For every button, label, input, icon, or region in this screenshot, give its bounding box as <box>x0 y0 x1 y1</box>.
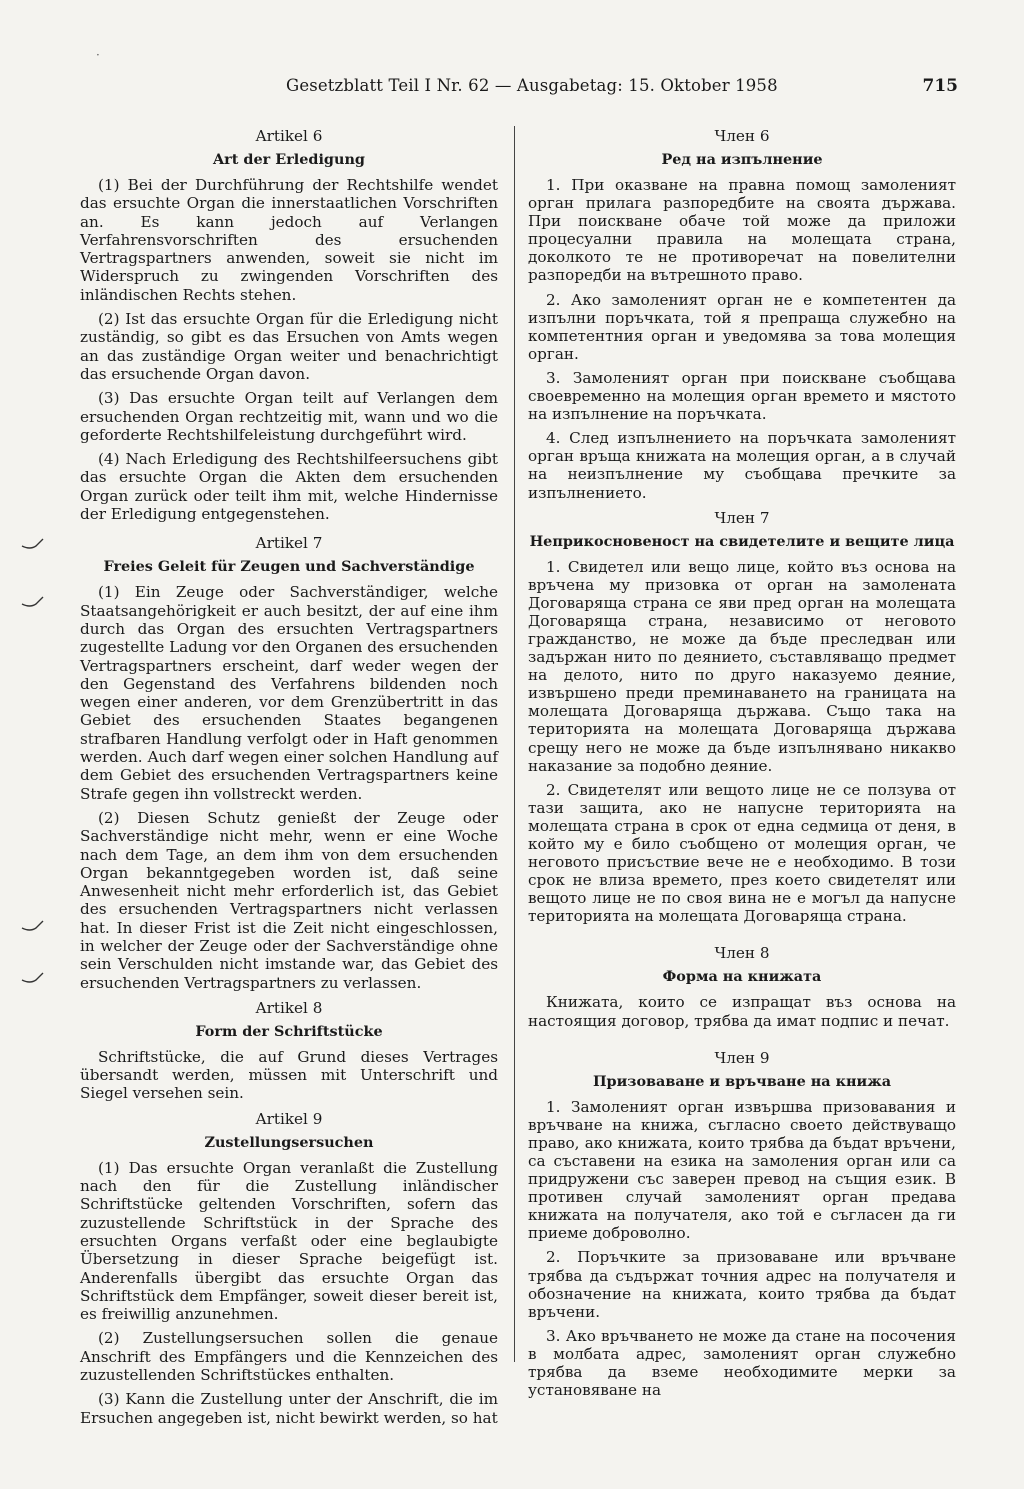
article-9-title: Artikel 9 <box>255 1109 323 1128</box>
chlen-6-paragraph-2: 2. Ако замоленият орган не е компетентен да изпълни поръчката, той я препраща служебно на компетентния орган и уведомява за това молещия орган. <box>528 290 956 363</box>
article-9-paragraph-1: (1) Das ersuchte Organ veranlaßt die Zustellung nach den für die Zustellung inländischer Schriftstücke geltenden Vorschriften, sofern das zuzustellende Schriftstück in der Sprache des ersuchten Organs verfaßt oder eine beglaubigte Übersetzung in dieser Sprache beigefügt ist. Anderenfalls übergibt das ersuchte Organ das Schriftstück dem Empfänger, soweit dieser bereit ist, es freiwillig anzunehmen. <box>80 1158 498 1324</box>
article-7-heading: Freies Geleit für Zeugen und Sachverständige <box>103 558 475 576</box>
chlen-7-heading: Неприкосновеност на свидетелите и вещите лица <box>529 532 955 550</box>
page-header <box>80 76 960 102</box>
article-8-heading: Form der Schriftstücke <box>195 1022 383 1040</box>
chlen-9-heading: Призоваване и връчване на книжа <box>592 1072 892 1090</box>
article-7-paragraph-1: (1) Ein Zeuge oder Sachverständiger, welche Staatsangehörigkeit er auch besitzt, der auf eine ihm durch das Organ des ersuchten Vertragspartners zugestellte Ladung vor den Organen des ersuchenden Vertragspartners erscheint, darf weder wegen der den Gegenstand des Verfahrens bildenden noch wegen einer anderen, vor dem Grenzübertritt in das Gebiet des ersuchenden Staates begangenen strafbaren Handlung verfolgt oder in Haft genommen werden. Auch darf wegen einer solchen Handlung auf dem Gebiet des ersuchenden Vertragspartners keine Strafe gegen ihn vollstreckt werden. <box>80 583 498 803</box>
bulgarian-column <box>528 126 956 1405</box>
chlen-6-paragraph-1: 1. При оказване на правна помощ замоленият орган прилага разпоредбите на своята държава. При поискване обаче той може да приложи процесуални правила на молещата страна, доколкото те не противоречат на повелителни разпоредби на вътрешното право. <box>528 176 956 285</box>
article-9-heading: Zustellungsersuchen <box>204 1133 374 1151</box>
chlen-7-paragraph-1: 1. Свидетел или вещо лице, който въз основа на връчена му призовка от орган на замолената Договаряща страна се яви пред орган на молещата Договаряща страна, независимо от неговото гражданство, не може да бъде преследван или задържан нито по деянието, съставляващо предмет на делото, нито по друго наказуемо деяние, извършено преди преминаването на границата на молещата Договаряща държава. Също така на територията на молещата Договаряща държава срещу него не може да бъде изпълнявано никакво наказание за подобно деяние. <box>528 557 956 775</box>
chlen-8-title: Член 8 <box>714 944 770 963</box>
margin-check-mark <box>20 594 46 610</box>
chlen-9-paragraph-2: 2. Поръчките за призоваване или връчване трябва да съдържат точния адрес на получателя и обозначение на книжата, които трябва да бъдат връчени. <box>528 1248 956 1321</box>
chlen-7-paragraph-2: 2. Свидетелят или вещото лице не се ползува от тази защита, ако не напусне територията на молещата страна в срок от една седмица от деня, в който му е било съобщено от молещия орган, че неговото присъствие вече не е необходимо. В този срок не влиза времето, през което свидетелят или вещото лице не по своя вина не е могъл да напусне територията на молещата Договаряща страна. <box>528 780 956 926</box>
column-divider <box>514 126 515 1362</box>
margin-check-mark <box>20 970 46 986</box>
article-6-paragraph-1: (1) Bei der Durchführung der Rechtshilfe wendet das ersuchte Organ die innerstaatlichen Vorschriften an. Es kann jedoch auf Verlangen Verfahrensvorschriften des ersuchenden Vertragspartners anwenden, soweit sie nicht im Widerspruch zu zwingenden Vorschriften des inländischen Rechts stehen. <box>80 176 498 304</box>
margin-check-mark <box>20 536 46 552</box>
chlen-6-paragraph-4: 4. След изпълнението на поръчката замоленият орган връща книжата на молещия орган, а в случай на неизпълнение му съобщава пречките за изпълнението. <box>528 429 956 502</box>
article-7-paragraph-2: (2) Diesen Schutz genießt der Zeuge oder Sachverständige nicht mehr, wenn er eine Woche nach dem Tage, an dem ihm von dem ersuchenden Organ bekanntgegeben worden ist, daß seine Anwesenheit nicht mehr erforderlich ist, das Gebiet des ersuchenden Vertragspartners nicht verlassen hat. In dieser Frist ist die Zeit nicht eingeschlossen, in welcher der Zeuge oder der Sachverständige ohne sein Verschulden nicht imstande war, das Gebiet des ersuchenden Vertragspartners zu verlassen. <box>80 808 498 992</box>
chlen-9-paragraph-3: 3. Ако връчването не може да стане на посочения в молбата адрес, замоленият орган служебно трябва да вземе необходимите мерки за установяване на <box>528 1326 956 1400</box>
chlen-6-title: Член 6 <box>714 127 770 145</box>
article-9-paragraph-2: (2) Zustellungsersuchen sollen die genaue Anschrift des Empfängers und die Kennzeichen des zuzustellenden Schriftstückes enthalten. <box>80 1329 498 1385</box>
chlen-7-title: Член 7 <box>714 508 770 527</box>
chlen-9-paragraph-1: 1. Замоленият орган извършва призовавания и връчване на книжа, съгласно своето действуващо право, ако книжата, които трябва да бъдат връчени, са съставени на езика на замоления орган или са придружени със заверен превод на същия език. В противен случай замоленият орган предава книжата на получателя, ако той е съгласен да ги приеме доброволно. <box>528 1097 956 1243</box>
article-9-paragraph-3: (3) Kann die Zustellung unter der Anschrift, die im Ersuchen angegeben ist, nicht bewirkt werden, so hat <box>80 1390 498 1427</box>
chlen-9-title: Член 9 <box>714 1048 770 1067</box>
article-6-paragraph-2: (2) Ist das ersuchte Organ für die Erledigung nicht zuständig, so gibt es das Ersuchen von Amts wegen an das zuständige Organ weiter und benachrichtigt das ersuchende Organ davon. <box>80 310 498 383</box>
margin-check-mark <box>20 918 46 934</box>
article-8-title: Artikel 8 <box>255 998 323 1017</box>
chlen-8-heading: Форма на книжата <box>662 968 822 986</box>
stray-dot: · <box>96 48 100 62</box>
chlen-8-paragraph-1: Книжата, които се изпращат въз основа на настоящия договор, трябва да имат подпис и печат. <box>528 993 956 1030</box>
header-title: Gesetzblatt Teil I Nr. 62 — Ausgabetag: 15. Oktober 1958 <box>286 76 778 95</box>
article-6-heading: Art der Erledigung <box>213 151 365 168</box>
page-number: 715 <box>922 76 958 96</box>
german-column <box>80 126 498 1433</box>
article-8-paragraph-1: Schriftstücke, die auf Grund dieses Vertrages übersandt werden, müssen mit Unterschrift und Siegel versehen sein. <box>80 1047 498 1103</box>
article-7-title: Artikel 7 <box>255 534 323 553</box>
article-6-title: Artikel 6 <box>255 127 323 145</box>
chlen-6-paragraph-3: 3. Замоленият орган при поискване съобщава своевременно на молещия орган времето и мястото на изпълнение на поръчката. <box>528 368 956 424</box>
article-6-paragraph-4: (4) Nach Erledigung des Rechtshilfeersuchens gibt das ersuchte Organ die Akten dem ersuchenden Organ zurück oder teilt ihm mit, welche Hindernisse der Erledigung entgegenstehen. <box>80 450 498 524</box>
chlen-6-heading: Ред на изпълнение <box>661 151 823 168</box>
article-6-paragraph-3: (3) Das ersuchte Organ teilt auf Verlangen dem ersuchenden Organ rechtzeitig mit, wann und wo die geforderte Rechtshilfeleistung durchgeführt wird. <box>80 389 498 444</box>
